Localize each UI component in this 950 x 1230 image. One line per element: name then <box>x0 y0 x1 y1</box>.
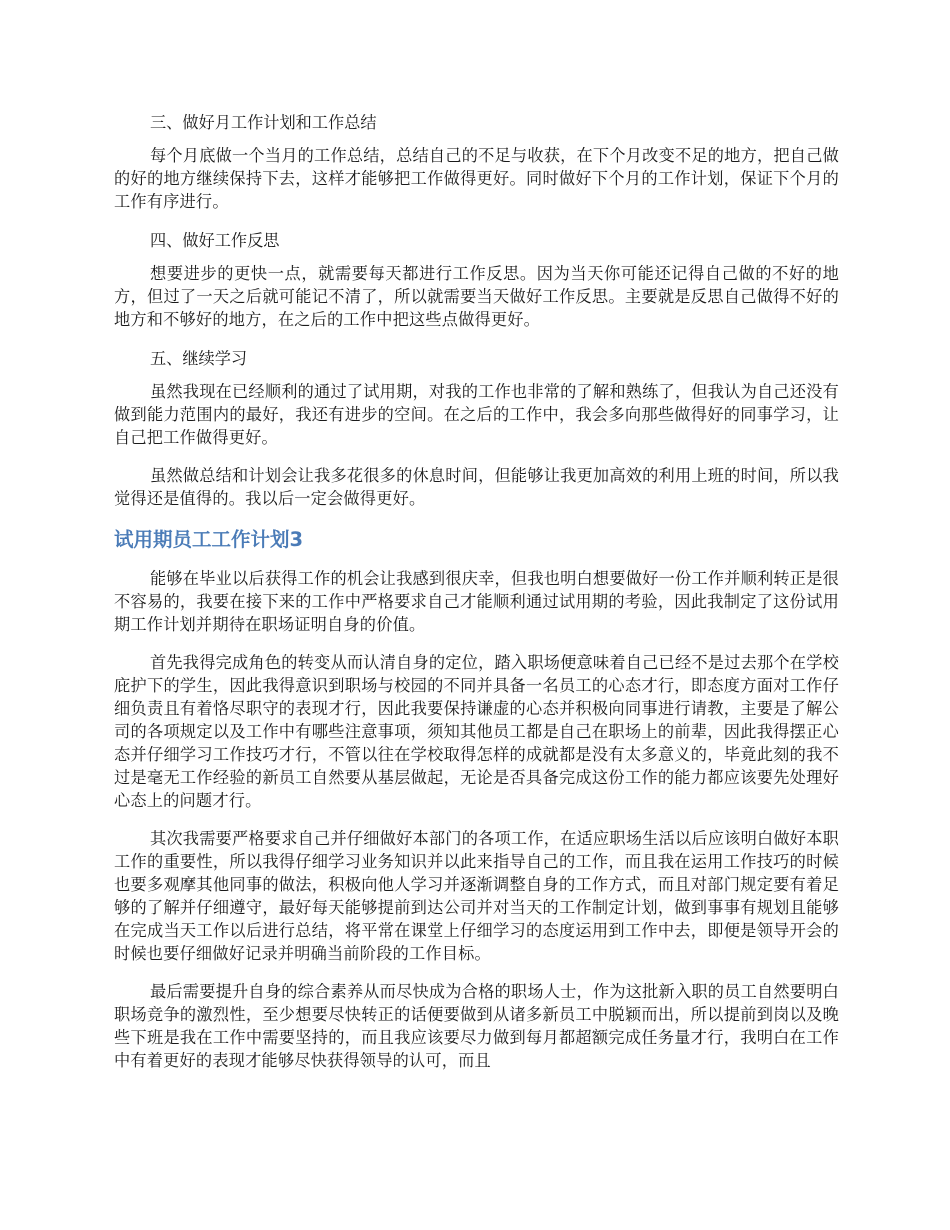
subheading-monthly-plan: 三、做好月工作计划和工作总结 <box>150 113 377 132</box>
paragraph: 能够在毕业以后获得工作的机会让我感到很庆幸，但我也明白想要做好一份工作并顺利转正是很不容易的，我要在接下来的工作中严格要求自己才能顺利通过试用期的考验，因此我制定了这份试用期工作计划并期待在职场证明自身的价值。 <box>114 569 839 634</box>
paragraph: 虽然我现在已经顺利的通过了试用期，对我的工作也非常的了解和熟练了，但我认为自己还没有做到能力范围内的最好，我还有进步的空间。在之后的工作中，我会多向那些做得好的同事学习，让自己把工作做得更好。 <box>114 382 839 447</box>
paragraph: 虽然做总结和计划会让我多花很多的休息时间，但能够让我更加高效的利用上班的时间，所以我觉得还是值得的。我以后一定会做得更好。 <box>114 466 839 508</box>
paragraph: 最后需要提升自身的综合素养从而尽快成为合格的职场人士，作为这批新入职的员工自然要明白职场竞争的激烈性，至少想要尽快转正的话便要做到从诸多新员工中脱颖而出，所以提前到岗以及晚些下班是我在工作中需要坚持的，而且我应该要尽力做到每月都超额完成任务量才行，我明白在工作中有着更好的表现才能够尽快获得领导的认可，而且 <box>114 982 839 1070</box>
paragraph: 首先我得完成角色的转变从而认清自身的定位，踏入职场便意味着自己已经不是过去那个在学校庇护下的学生，因此我得意识到职场与校园的不同并具备一名员工的心态才行，即态度方面对工作仔细负责且有着恪尽职守的表现才行，因此我要保持谦虚的心态并积极向同事进行请教，主要是了解公司的各项规定以及工作中有哪些注意事项，须知其他员工都是自己在职场上的前辈，因此我得摆正心态并仔细学习工作技巧才行，不管以往在学校取得怎样的成就都是没有太多意义的，毕竟此刻的我不过是毫无工作经验的新员工自然要从基层做起，无论是否具备完成这份工作的能力都应该要先处理好心态上的问题才行。 <box>114 653 839 810</box>
paragraph: 每个月底做一个当月的工作总结，总结自己的不足与收获，在下个月改变不足的地方，把自己做的好的地方继续保持下去，这样才能够把工作做得更好。同时做好下个月的工作计划，保证下个月的工作有序进行。 <box>114 146 839 211</box>
paragraph: 想要进步的更快一点，就需要每天都进行工作反思。因为当天你可能还记得自己做的不好的地方，但过了一天之后就可能记不清了，所以就需要当天做好工作反思。主要就是反思自己做得不好的地方和不够好的地方，在之后的工作中把这些点做得更好。 <box>114 264 839 329</box>
subheading-continue-learning: 五、继续学习 <box>150 349 248 368</box>
paragraph: 其次我需要严格要求自己并仔细做好本部门的各项工作，在适应职场生活以后应该明白做好本职工作的重要性，所以我得仔细学习业务知识并以此来指导自己的工作，而且我在运用工作技巧的时候也要多观摩其他同事的做法，积极向他人学习并逐渐调整自身的工作方式，而且对部门规定要有着足够的了解并仔细遵守，最好每天能够提前到达公司并对当天的工作制定计划，做到事事有规划且能够在完成当天工作以后进行总结，将平常在课堂上仔细学习的态度运用到工作中去，即便是领导开会的时候也要仔细做好记录并明确当前阶段的工作目标。 <box>114 829 839 963</box>
subheading-reflection: 四、做好工作反思 <box>150 231 280 250</box>
section-title: 试用期员工工作计划3 <box>114 528 304 551</box>
document-body <box>114 110 839 1087</box>
